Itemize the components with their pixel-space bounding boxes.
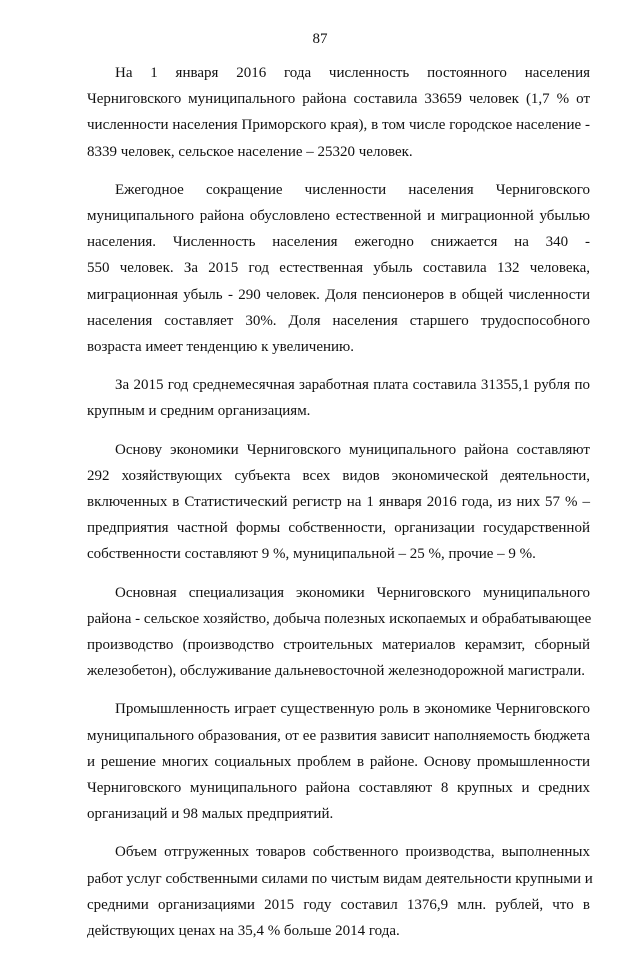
paragraph-specialization — [87, 580, 590, 685]
text-line: работ услуг собственными силами по чистым видам деятельности крупными и — [87, 870, 593, 887]
text-line: производство (производство строительных материалов керамзит, сборный — [87, 637, 590, 654]
text-line: Основу экономики Черниговского муниципального района составляют — [115, 441, 590, 458]
page-number: 87 — [312, 31, 328, 47]
text-line: организаций и 98 малых предприятий. — [87, 806, 334, 823]
paragraph-population-decline — [87, 177, 590, 360]
text-line: 292 хозяйствующих субъекта всех видов экономической деятельности, — [87, 467, 590, 484]
text-line: собственности составляют 9 %, муниципальной – 25 %, прочие – 9 %. — [87, 546, 536, 563]
paragraph-shipped-goods — [87, 839, 593, 944]
text-line: муниципального образования, от ее развития зависит наполняемость бюджета — [87, 727, 590, 744]
text-line: района - сельское хозяйство, добыча полезных ископаемых и обрабатывающее — [87, 610, 592, 627]
text-line: 550 человек. За 2015 год естественная убыль составила 132 человека, — [87, 260, 590, 277]
text-line: миграционная убыль - 290 человек. Доля пенсионеров в общей численности — [87, 286, 590, 303]
text-line: населения составляет 30%. Доля населения старшего трудоспособного — [87, 312, 590, 329]
paragraph-industry — [87, 696, 590, 827]
text-line: предприятия частной формы собственности, организации государственной — [87, 520, 590, 537]
paragraph-population — [87, 60, 590, 165]
text-line: средними организациями 2015 году составил 1376,9 млн. рублей, что в — [87, 896, 590, 913]
text-line: Черниговского муниципального района составила 33659 человек (1,7 % от — [87, 91, 590, 108]
paragraph-economy-basis — [87, 437, 590, 568]
text-line: и решение многих социальных проблем в районе. Основу промышленности — [87, 753, 590, 770]
text-line: Основная специализация экономики Черниговского муниципального — [115, 584, 590, 601]
text-line: Объем отгруженных товаров собственного производства, выполненных — [115, 844, 590, 861]
text-line: крупным и средним организациям. — [87, 403, 311, 420]
text-line: включенных в Статистический регистр на 1 января 2016 года, из них 57 % – — [87, 494, 590, 511]
paragraph-salary — [87, 372, 590, 424]
text-line: На 1 января 2016 года численность постоянного населения — [115, 65, 590, 81]
text-line: Черниговского муниципального района составляют 8 крупных и средних — [87, 780, 590, 797]
text-line: 8339 человек, сельское население – 25320 человек. — [87, 143, 413, 160]
document-body — [87, 60, 593, 956]
text-line: железобетон), обслуживание дальневосточной железнодорожной магистрали. — [87, 663, 585, 680]
text-line: За 2015 год среднемесячная заработная плата составила 31355,1 рубля по — [115, 377, 590, 394]
text-line: действующих ценах на 35,4 % больше 2014 года. — [87, 923, 400, 940]
text-line: Ежегодное сокращение численности населения Черниговского — [115, 181, 590, 198]
text-line: численности населения Приморского края), в том числе городское население - — [87, 117, 590, 134]
text-line: муниципального района обусловлено естественной и миграционной убылью — [87, 208, 590, 225]
text-line: Промышленность играет существенную роль в экономике Черниговского — [115, 701, 590, 718]
text-line: населения. Численность населения ежегодно снижается на 340 - — [87, 234, 590, 251]
text-line: возраста имеет тенденцию к увеличению. — [87, 339, 354, 356]
